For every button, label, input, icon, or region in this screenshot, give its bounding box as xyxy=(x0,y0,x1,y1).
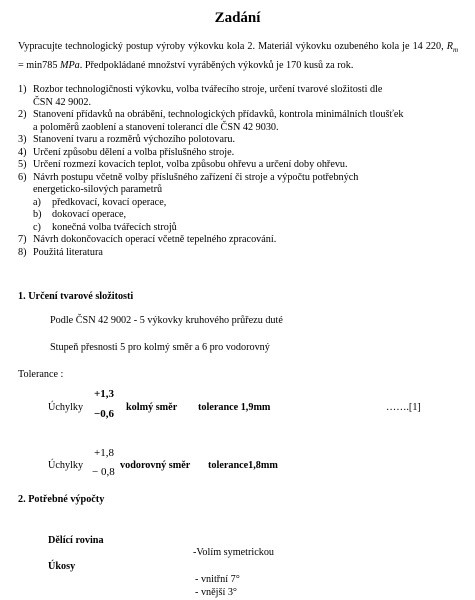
task-text: Použitá literatura xyxy=(33,246,103,258)
task-number: c) xyxy=(33,221,41,233)
deviation2-direction: vodorovný směr xyxy=(120,460,191,471)
task-text: Návrh postupu včetně volby příslušného zařízení či stroje a výpočtu potřebných xyxy=(33,171,359,183)
task-text: Návrh dokončovacích operací včetně tepelného zpracování. xyxy=(33,234,277,245)
task-number: 1) xyxy=(18,84,27,95)
task-text: ČSN 42 9002. xyxy=(33,96,92,108)
task-text: Stanovení přídavků na obrábění, technologických přídavků, kontrola minimálních tloušťek xyxy=(33,109,404,120)
page-title: Zadání xyxy=(214,10,261,26)
draft-outer: - vnější 3° xyxy=(195,587,237,598)
rm-symbol: R xyxy=(446,41,453,52)
intro-part2: = min785 xyxy=(18,60,60,72)
task-text: předkovací, kovací operace, xyxy=(52,196,167,208)
task-text: energeticko-silových parametrů xyxy=(33,184,163,195)
deviation1-reference: …….[1] xyxy=(386,402,421,413)
deviation2-label: Úchylky xyxy=(48,460,84,471)
task-text: Určení způsobu dělení a volba příslušného stroje. xyxy=(33,146,235,158)
task-number: a) xyxy=(33,196,41,208)
task-number: 6) xyxy=(18,171,27,183)
task-number: 8) xyxy=(18,246,27,258)
deviation2-lower: − 0,8 xyxy=(92,466,115,478)
rm-subscript: m xyxy=(452,46,458,55)
intro-part1: Vypracujte technologický postup výroby výkovku kola 2. Materiál výkovku ozubeného kola je 14 220, xyxy=(18,41,447,52)
task-text: Rozbor technologičnosti výkovku, volba tvářecího stroje, určení tvarové složitosti dle xyxy=(33,84,383,95)
parting-plane-value: -Volím symetrickou xyxy=(193,547,275,558)
deviation2-tolerance: tolerance1,8mm xyxy=(208,460,278,471)
task-text: Stanovení tvaru a rozměrů výchozího polotovaru. xyxy=(33,134,235,145)
task-number: 5) xyxy=(18,159,27,170)
task-text: konečná volba tvářecích strojů xyxy=(52,221,177,233)
task-text: a poloměrů zaoblení a stanovení tolerancí dle ČSN 42 9030. xyxy=(33,121,279,133)
section1-line2: Stupeň přesnosti 5 pro kolmý směr a 6 pro vodorovný xyxy=(50,342,270,353)
deviation1-upper: +1,3 xyxy=(94,388,115,400)
section2-heading: 2. Potřebné výpočty xyxy=(18,494,105,505)
task-text: Určení rozmezí kovacích teplot, volba způsobu ohřevu a určení doby ohřevu. xyxy=(33,159,348,170)
task-text: dokovací operace, xyxy=(52,209,127,220)
intro-part3: . Předpokládané množství vyráběných výkovků je 170 kusů za rok. xyxy=(79,60,354,72)
intro-paragraph xyxy=(18,39,458,73)
task-number: 3) xyxy=(18,134,27,145)
draft-label: Úkosy xyxy=(48,561,76,572)
deviation1-label: Úchylky xyxy=(48,402,84,413)
task-number: b) xyxy=(33,209,42,220)
section1-line1: Podle ČSN 42 9002 - 5 výkovky kruhového průřezu duté xyxy=(50,315,283,326)
parting-plane-label: Dělící rovina xyxy=(48,535,104,546)
deviation2-upper: +1,8 xyxy=(94,447,114,459)
task-number: 2) xyxy=(18,109,27,120)
deviation1-lower: −0,6 xyxy=(94,408,115,420)
section1-heading: 1. Určení tvarové složitosti xyxy=(18,291,134,302)
task-number: 4) xyxy=(18,146,27,158)
unit: MPa xyxy=(59,60,80,72)
tolerance-label: Tolerance : xyxy=(18,369,64,380)
task-number: 7) xyxy=(18,234,27,245)
deviation1-tolerance: tolerance 1,9mm xyxy=(198,402,271,413)
deviation1-direction: kolmý směr xyxy=(126,402,178,413)
draft-inner: - vnitřní 7° xyxy=(195,574,240,585)
